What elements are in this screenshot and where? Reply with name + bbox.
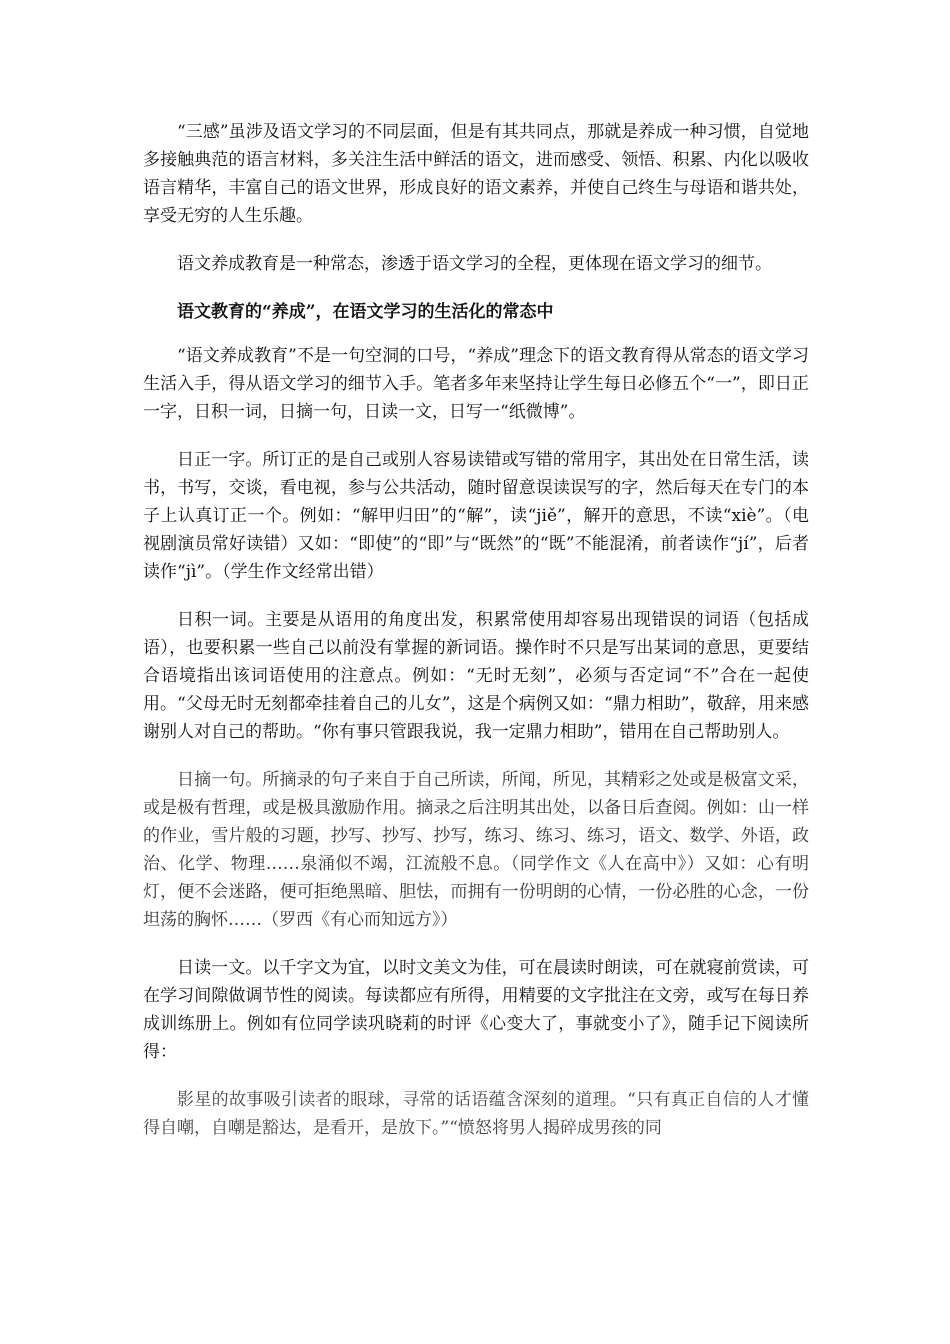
paragraph-daily-character: 日正一字。所订正的是自己或别人容易读错或写错的常用字，其出处在日常生活，读书，书写，交谈，看电视，参与公共活动，随时留意误读误写的字，然后每天在专门的本子上认真订正一个。例如：“解甲归田”的“解”，读“jiě”，解开的意思，不读“xiè”。（电视剧演员常好读错）又如：“即使”的“即”与“既然”的“既”不能混淆，前者读作“jí”，后者读作“jì”。（学生作文经常出错）: [143, 450, 809, 582]
paragraph-daily-article: 日读一文。以千字文为宜，以时文美文为佳，可在晨读时朗读，可在就寝前赏读，可在学习间隙做调节性的阅读。每读都应有所得，用精要的文字批注在文旁，或写在每日养成训练册上。例如有位同学读巩晓莉的时评《心变大了，事就变小了》，随手记下阅读所得：: [143, 958, 809, 1062]
paragraph-reading-notes: 影星的故事吸引读者的眼球，寻常的话语蕴含深刻的道理。“只有真正自信的人才懂得自嘲，自嘲是豁达，是看开，是放下。”“愤怒将男人揭碎成男孩的同: [143, 1090, 809, 1138]
paragraph-san-gan: “三感”虽涉及语文学习的不同层面，但是有其共同点，那就是养成一种习惯，自觉地多接触典范的语言材料，多关注生活中鲜活的语文，进而感受、领悟、积累、内化以吸收语言精华，丰富自己的语文世界，形成良好的语文素养，并使自己终生与母语和谐共处，享受无穷的人生乐趣。: [143, 122, 809, 226]
paragraph-five-ones: “语文养成教育”不是一句空洞的口号，“养成”理念下的语文教育得从常态的语文学习生活入手，得从语文学习的细节入手。笔者多年来坚持让学生每日必修五个“一”，即日正一字，日积一词，日摘一句，日读一文，日写一“纸微博”。: [143, 346, 809, 422]
document-body: [143, 118, 809, 1162]
section-heading: 语文教育的“养成”，在语文学习的生活化的常态中: [177, 302, 554, 322]
paragraph-normality: 语文养成教育是一种常态，渗透于语文学习的全程，更体现在语文学习的细节。: [177, 254, 772, 274]
paragraph-daily-sentence: 日摘一句。所摘录的句子来自于自己所读，所闻，所见，其精彩之处或是极富文采，或是极有哲理，或是极具激励作用。摘录之后注明其出处，以备日后查阅。例如：山一样的作业，雪片般的习题，抄写、抄写、抄写，练习、练习、练习，语文、数学、外语，政治、化学、物理……泉涌似不竭，江流般不息。（同学作文《人在高中》）又如：心有明灯，便不会迷路，便可拒绝黑暗、胆怯，而拥有一份明朗的心情，一份必胜的心念，一份坦荡的胸怀……（罗西《有心而知远方》）: [143, 770, 809, 930]
paragraph-daily-word: 日积一词。主要是从语用的角度出发，积累常使用却容易出现错误的词语（包括成语），也要积累一些自己以前没有掌握的新词语。操作时不只是写出某词的意思，更要结合语境指出该词语使用的注意点。例如：“无时无刻”，必须与否定词“不”合在一起使用。“父母无时无刻都牵挂着自己的儿女”，这是个病例又如：“鼎力相助”，敬辞，用来感谢别人对自己的帮助。“你有事只管跟我说，我一定鼎力相助”，错用在自己帮助别人。: [143, 610, 809, 742]
